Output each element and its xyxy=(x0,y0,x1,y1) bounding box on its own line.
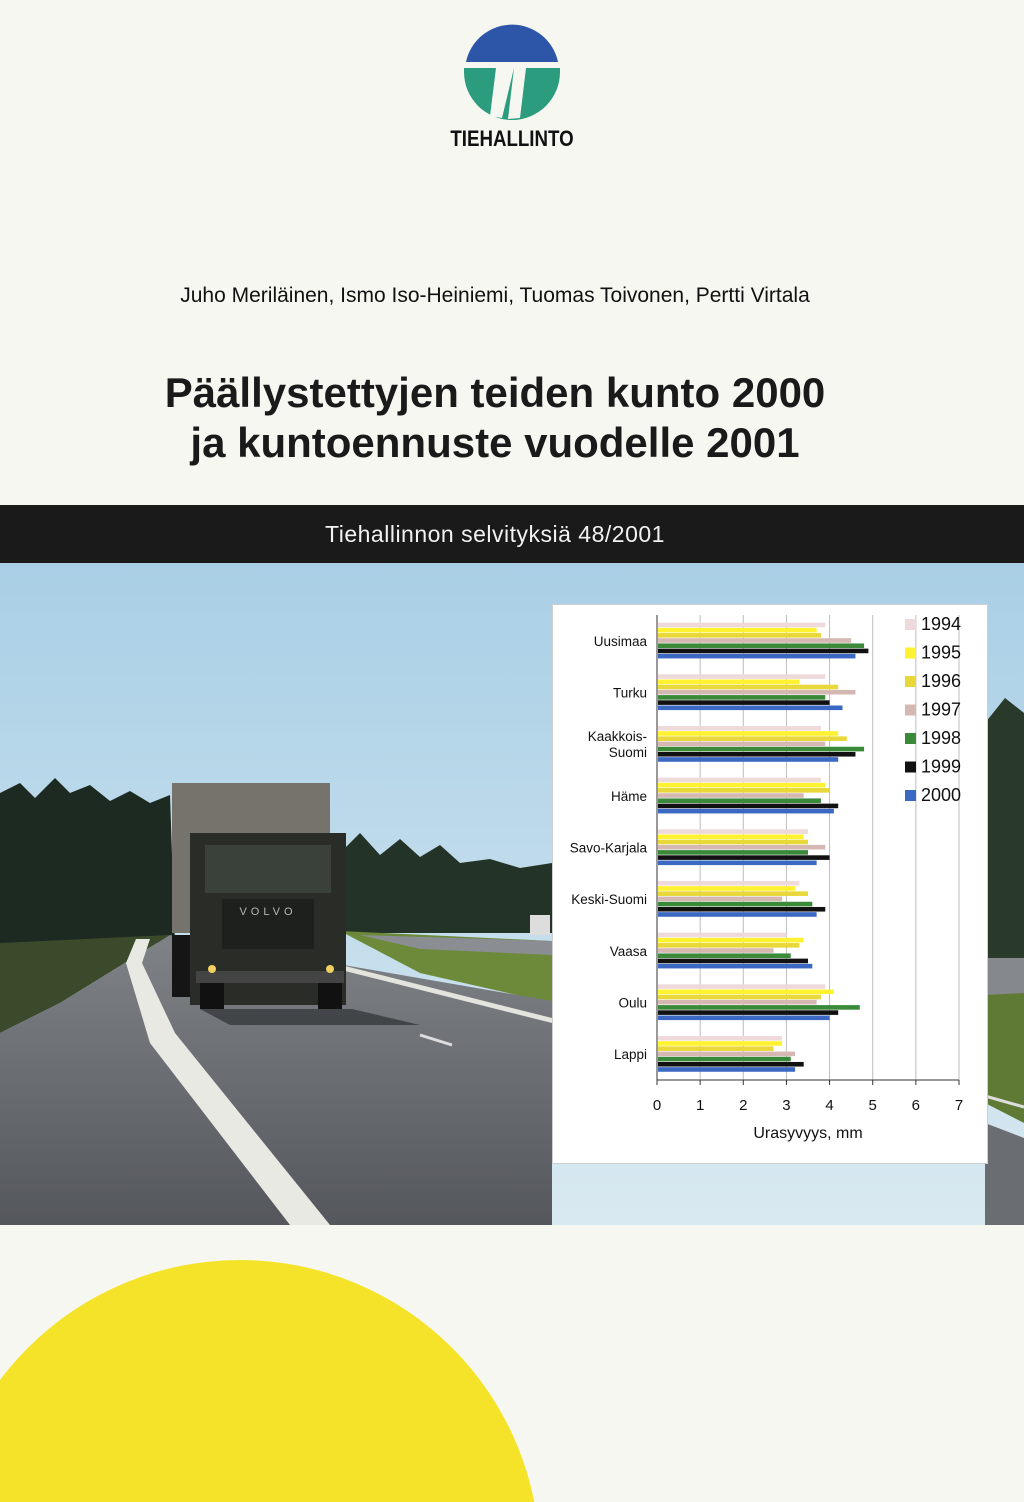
x-tick-label: 7 xyxy=(954,1097,964,1114)
bar xyxy=(658,1046,773,1051)
grass-right xyxy=(985,991,1024,1123)
bar xyxy=(658,804,838,809)
truck-headlight-left xyxy=(208,965,216,973)
bar xyxy=(658,1000,817,1005)
bar xyxy=(658,649,868,654)
chart-panel xyxy=(552,604,988,1164)
bar xyxy=(658,938,804,943)
legend-swatch xyxy=(905,790,916,801)
bar xyxy=(658,840,808,845)
bar xyxy=(658,1005,860,1010)
x-tick-label: 4 xyxy=(825,1097,834,1114)
bar xyxy=(658,861,817,866)
distant-car xyxy=(530,915,550,935)
bar xyxy=(658,654,855,659)
bar xyxy=(658,881,799,886)
bar xyxy=(658,845,825,850)
truck-wheel-left xyxy=(200,983,224,1009)
category-label: Suomi xyxy=(608,745,647,761)
yellow-sun-icon xyxy=(0,1225,1024,1502)
bar xyxy=(658,638,851,643)
legend-label: 1996 xyxy=(921,671,962,691)
publisher-name: TIEHALLINTO xyxy=(450,126,574,151)
bar xyxy=(658,695,825,700)
bar xyxy=(658,788,830,793)
truck-bumper xyxy=(196,971,344,983)
legend-label: 2000 xyxy=(921,785,962,805)
bar xyxy=(658,984,825,989)
category-label: Lappi xyxy=(613,1047,647,1063)
bar xyxy=(658,850,808,855)
bar xyxy=(658,990,834,995)
bar xyxy=(658,690,855,695)
bar xyxy=(658,726,821,731)
bar xyxy=(658,742,825,747)
bar xyxy=(658,643,864,648)
bar xyxy=(658,783,825,788)
bar xyxy=(658,674,825,679)
x-tick-label: 5 xyxy=(868,1097,877,1114)
forest-left xyxy=(0,778,175,943)
bar xyxy=(658,798,821,803)
category-label: Vaasa xyxy=(609,943,647,959)
bar xyxy=(658,933,786,938)
bar xyxy=(658,1067,795,1072)
road-right-near xyxy=(985,1123,1024,1225)
bar xyxy=(658,829,808,834)
category-label: Turku xyxy=(612,685,647,701)
bar xyxy=(658,623,825,628)
bar xyxy=(658,1016,830,1021)
category-label: Keski-Suomi xyxy=(571,892,647,908)
yellow-circle-decoration xyxy=(0,1225,1024,1502)
truck-brand: VOLVO xyxy=(239,906,297,918)
forest-right xyxy=(985,698,1024,963)
road-right xyxy=(985,958,1024,995)
trailer-wheels xyxy=(172,935,190,997)
report-title-line2: ja kuntoennuste vuodelle 2001 xyxy=(190,419,800,466)
legend-swatch xyxy=(905,762,916,773)
truck-wheel-right xyxy=(318,983,342,1009)
publisher-logo xyxy=(0,20,1024,152)
bar xyxy=(658,706,843,711)
authors: Juho Meriläinen, Ismo Iso-Heiniemi, Tuomas Toivonen, Pertti Virtala xyxy=(180,284,810,307)
legend-swatch xyxy=(905,676,916,687)
bar xyxy=(658,948,773,953)
bar xyxy=(658,628,817,633)
series-title: Tiehallinnon selvityksiä 48/2001 xyxy=(325,521,665,547)
legend-label: 1998 xyxy=(921,728,962,748)
bar xyxy=(658,1036,782,1041)
legend-swatch xyxy=(905,705,916,716)
legend-swatch xyxy=(905,619,916,630)
x-tick-label: 1 xyxy=(695,1097,705,1114)
bar xyxy=(658,912,817,917)
bar xyxy=(658,1010,838,1015)
bar xyxy=(658,1052,795,1057)
x-tick-label: 6 xyxy=(911,1097,921,1114)
bar xyxy=(658,891,808,896)
legend-label: 1999 xyxy=(921,756,962,777)
legend-swatch xyxy=(905,648,916,659)
bar xyxy=(658,835,804,840)
report-title-line1: Päällystettyjen teiden kunto 2000 xyxy=(164,369,826,416)
bar xyxy=(658,680,799,685)
bar xyxy=(658,959,808,964)
x-tick-label: 3 xyxy=(782,1097,791,1114)
bar xyxy=(658,809,834,814)
bar xyxy=(658,995,821,1000)
bar xyxy=(658,731,838,736)
legend-label: 1997 xyxy=(921,699,962,720)
bar xyxy=(658,964,812,969)
bar xyxy=(658,793,804,798)
category-label: Kaakkois- xyxy=(587,729,647,745)
bar xyxy=(658,685,838,690)
category-label: Savo-Karjala xyxy=(569,840,647,856)
category-label: Uusimaa xyxy=(593,633,647,649)
legend-swatch xyxy=(905,733,916,744)
bar xyxy=(658,855,830,860)
category-label: Häme xyxy=(610,788,647,804)
x-tick-label: 2 xyxy=(739,1097,748,1114)
bar xyxy=(658,902,812,907)
truck-headlight-right xyxy=(326,965,334,973)
bar xyxy=(658,778,821,783)
bar xyxy=(658,886,795,891)
bar xyxy=(658,757,838,762)
tiehallinto-logo-icon xyxy=(462,20,562,120)
bar xyxy=(658,897,782,902)
bar xyxy=(658,907,825,912)
bar xyxy=(658,752,855,757)
bar xyxy=(658,1062,804,1067)
category-label: Oulu xyxy=(618,995,647,1011)
bar xyxy=(658,1057,791,1062)
truck-windshield xyxy=(205,845,331,893)
bar xyxy=(658,943,799,948)
x-tick-label: 0 xyxy=(652,1097,662,1114)
rut-depth-chart xyxy=(553,605,987,1163)
x-axis-label: Urasyvyys, mm xyxy=(753,1125,863,1142)
bar xyxy=(658,1041,782,1046)
legend-label: 1995 xyxy=(921,642,962,663)
bar xyxy=(658,700,830,705)
bar xyxy=(658,747,864,752)
bar xyxy=(658,633,821,638)
report-title xyxy=(0,368,990,468)
bar xyxy=(658,736,847,741)
bar xyxy=(658,953,791,958)
legend-label: 1994 xyxy=(921,614,962,634)
